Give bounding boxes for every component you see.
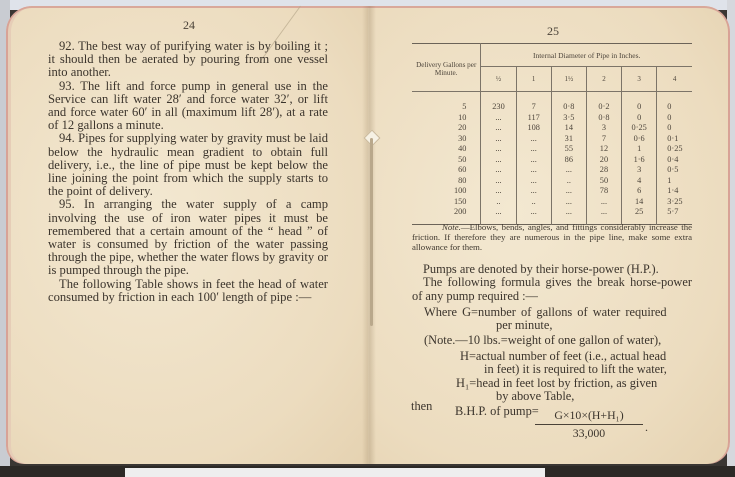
paragraph-95: 95. In arranging the water supply of a camp involving the use of iron water pipes it must be remembered that a certain amount of the “ head ” of water is consumed by friction of the water passing through the pipe, whether the water flows by gravity or is pumped through the pipe. xyxy=(48,197,328,278)
table-row xyxy=(412,92,692,113)
def-h-line2: in feet) it is required to lift the water, xyxy=(484,362,667,376)
paragraph-92: 92. The best way of purifying water is by boiling it ; it should then be aerated by pouring from one vessel into another. xyxy=(48,39,328,80)
row-header: Delivery Gallons per Minute. xyxy=(412,44,481,92)
formula-fraction xyxy=(535,408,643,441)
friction-cell: 0 xyxy=(667,123,672,132)
def-then: then xyxy=(411,399,433,413)
friction-cell: 0·4 xyxy=(667,154,679,164)
def-h1-line1: H₁=head in feet lost by friction, as given xyxy=(456,376,658,390)
left-page-text xyxy=(48,40,328,304)
friction-cell: 55 xyxy=(551,144,586,155)
column-header: 2 xyxy=(586,67,621,92)
note-lead: Note. xyxy=(442,222,461,232)
column-header: 4 xyxy=(672,75,677,83)
friction-cell: 14 xyxy=(551,123,586,134)
friction-cell: ... xyxy=(516,176,551,187)
table-row xyxy=(412,134,692,145)
friction-cell: ... xyxy=(481,186,516,197)
def-h-line1: H=actual number of feet (i.e., actual head xyxy=(460,349,667,363)
paragraph-93: 93. The lift and force pump in general use in the Service can lift water 28′ and force water 32′, or lift and force water 60′ in all (maximum lift 28′), at a rate of 12 gallons a minute. xyxy=(48,78,328,133)
column-header: 3 xyxy=(622,67,657,92)
gallons-cell: 50 xyxy=(412,155,481,166)
friction-cell: 12 xyxy=(586,144,621,155)
def-g-line2: per minute, xyxy=(496,318,553,332)
table-row xyxy=(412,197,692,208)
friction-cell: 4 xyxy=(622,176,657,187)
formula-denominator: 33,000 xyxy=(572,426,606,440)
gallons-cell: 150 xyxy=(412,197,481,208)
column-header: 1 xyxy=(516,67,551,92)
friction-cell: 3 xyxy=(622,165,657,176)
friction-cell: ... xyxy=(481,134,516,145)
column-header: 1½ xyxy=(551,67,586,92)
friction-cell: ... xyxy=(481,155,516,166)
gallons-cell: 5 xyxy=(412,92,481,113)
friction-cell: 14 xyxy=(622,197,657,208)
def-h1-line2: by above Table, xyxy=(496,389,575,403)
table-row xyxy=(412,165,692,176)
def-g-line1: Where G=number of gallons of water required xyxy=(424,305,667,319)
formula-numerator: G×10×(H+H₁) xyxy=(535,408,643,425)
friction-cell: ... xyxy=(551,165,586,176)
friction-cell: ... xyxy=(551,186,586,197)
friction-cell: 0·1 xyxy=(667,133,679,143)
paragraph-table-intro: The following Table shows in feet the head of water consumed by friction in each 100′ length of pipe :— xyxy=(48,276,328,304)
right-page-text xyxy=(412,263,692,303)
friction-cell: 0·25 xyxy=(667,144,683,153)
gallons-cell: 200 xyxy=(412,207,481,224)
table-row xyxy=(412,113,692,124)
friction-cell: 0·25 xyxy=(622,123,657,134)
friction-cell: 78 xyxy=(586,186,621,197)
column-header: ½ xyxy=(481,67,516,92)
friction-cell: 230 xyxy=(481,92,516,113)
friction-cell: 0·5 xyxy=(667,165,679,174)
friction-cell: 7 xyxy=(586,134,621,145)
friction-cell: 0·8 xyxy=(586,113,621,124)
friction-cell: ... xyxy=(551,197,586,208)
friction-cell: 0·6 xyxy=(622,134,657,145)
group-header: Internal Diameter of Pipe in Inches. xyxy=(481,44,692,67)
friction-cell: ... xyxy=(551,207,586,224)
friction-cell: 0·2 xyxy=(586,92,621,113)
friction-cell: ... xyxy=(481,113,516,124)
table-row xyxy=(412,144,692,155)
friction-cell: 25 xyxy=(622,207,657,224)
friction-cell: ... xyxy=(481,176,516,187)
friction-cell: 31 xyxy=(551,134,586,145)
friction-cell: 1 xyxy=(622,144,657,155)
friction-cell: ... xyxy=(516,155,551,166)
friction-cell: 5·7 xyxy=(667,207,679,216)
formula-lhs: B.H.P. of pump= xyxy=(455,404,539,418)
friction-cell: 1·4 xyxy=(667,186,679,195)
friction-cell: 20 xyxy=(586,155,621,166)
table-row xyxy=(412,123,692,134)
friction-cell: 0 xyxy=(622,113,657,124)
friction-cell: ... xyxy=(481,207,516,224)
friction-cell: .. xyxy=(516,197,551,208)
table-note xyxy=(412,222,692,252)
table-row xyxy=(412,176,692,187)
friction-cell: .. xyxy=(551,176,586,187)
friction-cell: ... xyxy=(481,144,516,155)
gallons-cell: 10 xyxy=(412,113,481,124)
friction-cell: ... xyxy=(481,165,516,176)
page-number-left: 24 xyxy=(183,18,195,32)
friction-cell: 0 xyxy=(667,112,672,122)
table-row xyxy=(412,186,692,197)
gallons-cell: 20 xyxy=(412,123,481,134)
friction-cell: 3·5 xyxy=(551,113,586,124)
friction-cell: 50 xyxy=(586,176,621,187)
gallons-cell: 60 xyxy=(412,165,481,176)
friction-cell: 0 xyxy=(667,102,672,111)
gallons-cell: 80 xyxy=(412,176,481,187)
paragraph-formula-intro: The following formula gives the break horse-power of any pump required :— xyxy=(412,275,692,303)
friction-cell: 108 xyxy=(516,123,551,134)
friction-cell: 7 xyxy=(516,92,551,113)
gallons-cell: 100 xyxy=(412,186,481,197)
friction-cell: 28 xyxy=(586,165,621,176)
def-note-line: (Note.—10 lbs.=weight of one gallon of water), xyxy=(424,333,662,347)
friction-cell: ... xyxy=(481,123,516,134)
friction-cell: ... xyxy=(586,197,621,208)
book-gutter xyxy=(362,6,376,464)
friction-cell: ... xyxy=(516,165,551,176)
note-text: —Elbows, bends, angles, and fittings considerably increase the friction. If therefore they are numerous in the pipe line, make some extra allowance for them. xyxy=(412,222,692,252)
friction-cell: 86 xyxy=(551,155,586,166)
formula-end: . xyxy=(645,420,648,434)
friction-cell: ... xyxy=(516,186,551,197)
friction-cell: 117 xyxy=(516,113,551,124)
table-row xyxy=(412,155,692,166)
friction-cell: ... xyxy=(516,144,551,155)
friction-table xyxy=(412,43,692,225)
background-paper xyxy=(125,468,545,477)
page-number-right: 25 xyxy=(547,24,559,38)
gallons-cell: 40 xyxy=(412,144,481,155)
friction-cell: ... xyxy=(516,207,551,224)
friction-cell: 3 xyxy=(586,123,621,134)
paragraph-pumps: Pumps are denoted by their horse-power (H.P.). xyxy=(423,262,659,276)
friction-cell: 1 xyxy=(667,175,672,185)
friction-cell: 0 xyxy=(622,92,657,113)
friction-cell: 6 xyxy=(622,186,657,197)
friction-cell: ... xyxy=(586,207,621,224)
friction-cell: 3·25 xyxy=(667,196,683,206)
friction-cell: ... xyxy=(516,134,551,145)
paragraph-94: 94. Pipes for supplying water by gravity must be laid below the hydraulic mean gradient to obtain full delivery, i.e., the line of pipe must be kept below the line joining the point from which the supply starts to the point of delivery. xyxy=(48,131,328,199)
friction-cell: 1·6 xyxy=(622,155,657,166)
gallons-cell: 30 xyxy=(412,134,481,145)
friction-cell: .. xyxy=(481,197,516,208)
staple xyxy=(370,138,373,326)
friction-cell: 0·8 xyxy=(551,92,586,113)
